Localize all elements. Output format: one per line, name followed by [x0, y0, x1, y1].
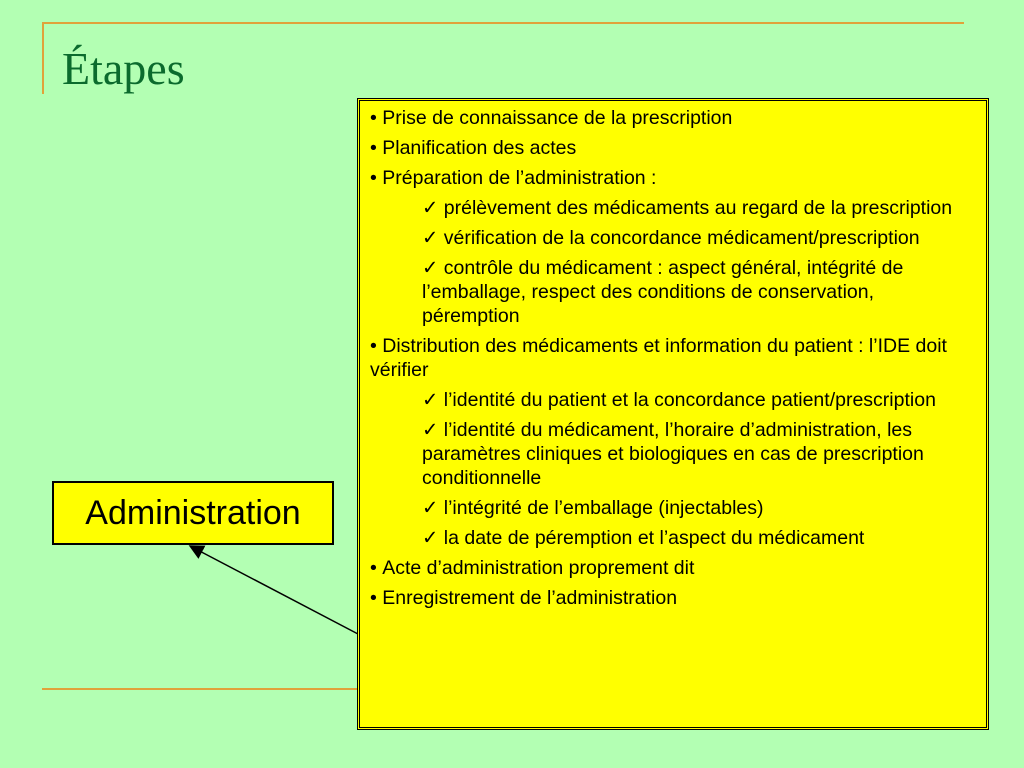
list-item: • Enregistrement de l’administration [370, 586, 976, 610]
list-item: • Distribution des médicaments et information du patient : l’IDE doit vérifier [370, 334, 976, 382]
steps-box [357, 98, 989, 730]
sub-list-item: ✓ l’identité du patient et la concordance patient/prescription [370, 388, 976, 412]
list-item: • Planification des actes [370, 136, 976, 160]
sub-list-item: ✓ prélèvement des médicaments au regard de la prescription [370, 196, 976, 220]
sub-list-item: ✓ la date de péremption et l’aspect du médicament [370, 526, 976, 550]
administration-label: Administration [52, 481, 334, 545]
sub-list-item: ✓ l’intégrité de l’emballage (injectables) [370, 496, 976, 520]
sub-list-item: ✓ l’identité du médicament, l’horaire d’administration, les paramètres cliniques et biologiques en cas de prescription conditionnelle [370, 418, 976, 490]
list-item: • Prise de connaissance de la prescription [370, 106, 976, 130]
left-rule [42, 22, 44, 94]
top-rule [42, 22, 964, 24]
sub-list-item: ✓ contrôle du médicament : aspect général, intégrité de l’emballage, respect des conditions de conservation, péremption [370, 256, 976, 328]
list-item: • Acte d’administration proprement dit [370, 556, 976, 580]
slide-title: Étapes [62, 43, 185, 94]
sub-list-item: ✓ vérification de la concordance médicament/prescription [370, 226, 976, 250]
list-item: • Préparation de l’administration : [370, 166, 976, 190]
